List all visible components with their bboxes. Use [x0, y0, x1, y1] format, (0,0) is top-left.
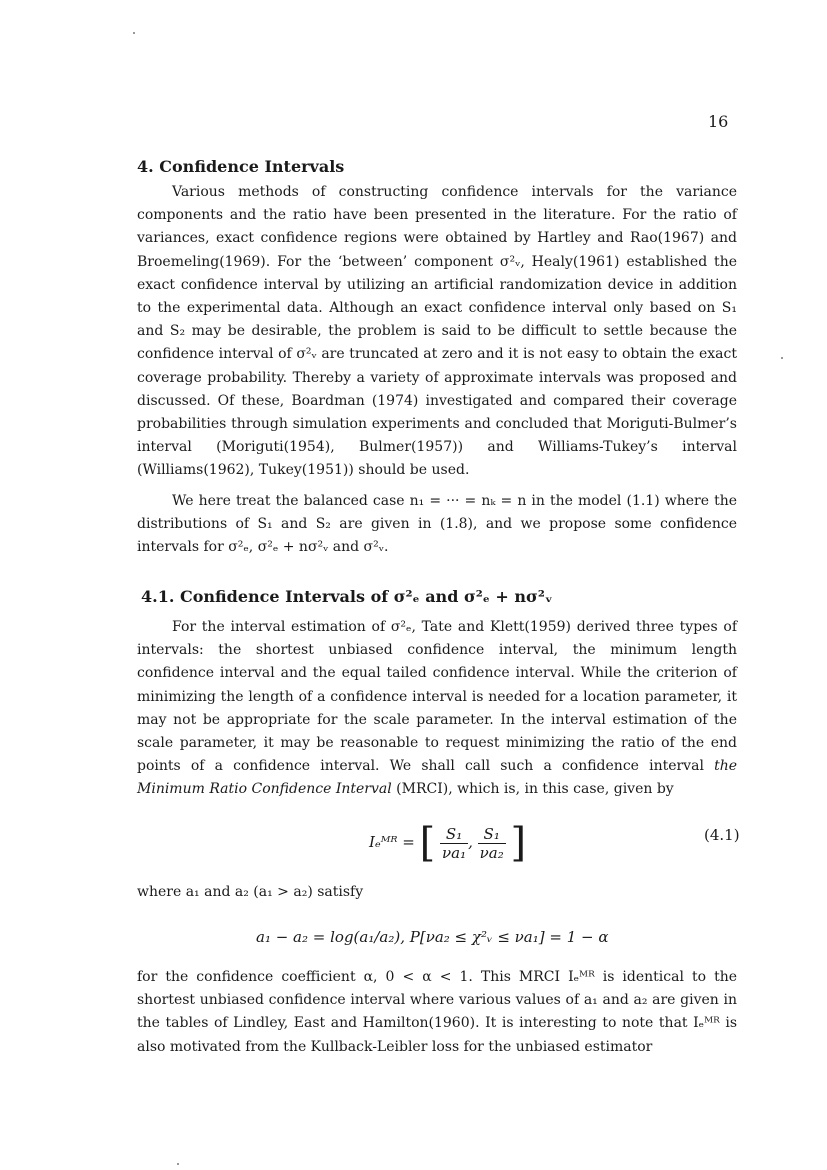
scan-speck — [781, 357, 783, 359]
equation-number: (4.1) — [704, 826, 740, 844]
numerator: S₁ — [440, 825, 468, 844]
section-title: 4. Confidence Intervals — [137, 157, 345, 176]
subsection-paragraph-2: for the confidence coefficient α, 0 < α < 1. This MRCI Iₑᴹᴿ is identical to the shortest unbiased confidence interval where various values of a₁ and a₂ are given in the tables of Lindley, East and Hamilton(1960). It is interesting to note that Iₑᴹᴿ is also motivated from the Kullback-Leibler loss for the unbiased estimator — [137, 969, 737, 1055]
section-paragraph-1: Various methods of constructing confidence intervals for the variance components and the ratio have been presented in the literature. For the ratio of variances, exact confidence regions were obtained by Hartley and Rao(1967) and Broemeling(1969). For the ‘between’ component σ²ᵥ, Healy(1961) established the exact confidence interval by utilizing an artificial randomization device in addition to the experimental data. Although an exact confidence interval only based on S₁ and S₂ may be desirable, the problem is said to be difficult to settle because the confidence interval of σ²ᵥ are truncated at zero and it is not easy to obtain the exact coverage probability. Thereby a variety of approximate intervals was proposed and discussed. Of these, Boardman (1974) investigated and compared their coverage probabilities through simulation experiments and concluded that Moriguti-Bulmer’s interval (Moriguti(1954), Bulmer(1957)) and Williams-Tukey’s interval (Williams(1962), Tukey(1951)) should be used. — [137, 184, 737, 479]
fraction-lower — [440, 825, 468, 862]
equation-constraints: a₁ − a₂ = log(a₁/a₂), P[νa₂ ≤ χ²ᵥ ≤ νa₁] = 1 − α — [256, 928, 609, 946]
paragraph-text: (MRCI), which is, in this case, given by — [391, 781, 674, 798]
section-paragraph-2: We here treat the balanced case n₁ = ··· = nₖ = n in the model (1.1) where the distributions of S₁ and S₂ are given in (1.8), and we propose some confidence intervals for σ²ₑ, σ²ₑ + nσ²ᵥ and σ²ᵥ. — [137, 493, 737, 556]
subsection-title: 4.1. Confidence Intervals of σ²ₑ and σ²ₑ + nσ²ᵥ — [141, 587, 553, 606]
paragraph-text: For the interval estimation of σ²ₑ, Tate and Klett(1959) derived three types of intervals: the shortest unbiased confidence interval, the minimum length confidence interval and the equal tailed confidence interval. While the criterion of minimizing the length of a confidence interval is needed for a location parameter, it may not be appropriate for the scale parameter. In the interval estimation of the scale parameter, it may be reasonable to request minimizing the ratio of the end points of a confidence interval. We shall call such a confidence interval — [137, 619, 737, 775]
where-text: where a₁ and a₂ (a₁ > a₂) satisfy — [137, 884, 364, 900]
numerator: S₁ — [478, 825, 506, 844]
denominator: νa₁ — [442, 843, 467, 862]
scan-speck — [177, 1163, 179, 1165]
scan-speck — [133, 32, 135, 34]
right-bracket: ] — [510, 820, 527, 866]
left-bracket: [ — [419, 820, 436, 866]
equation-4-1: Iₑᴹᴿ = [ $\frac{\text{S₁}}{\text{νa₁}}$ , $\frac{\text{S₁}}{\text{νa₂}}$ ] — [369, 820, 527, 866]
subsection-paragraph-1 — [137, 616, 737, 802]
page-number: 16 — [708, 112, 729, 131]
fraction-upper — [478, 825, 506, 862]
mrci-term: the Minimum Ratio Confidence Interval — [137, 758, 737, 798]
denominator: νa₂ — [479, 843, 504, 862]
equation-lhs: Iₑᴹᴿ = — [369, 833, 415, 851]
